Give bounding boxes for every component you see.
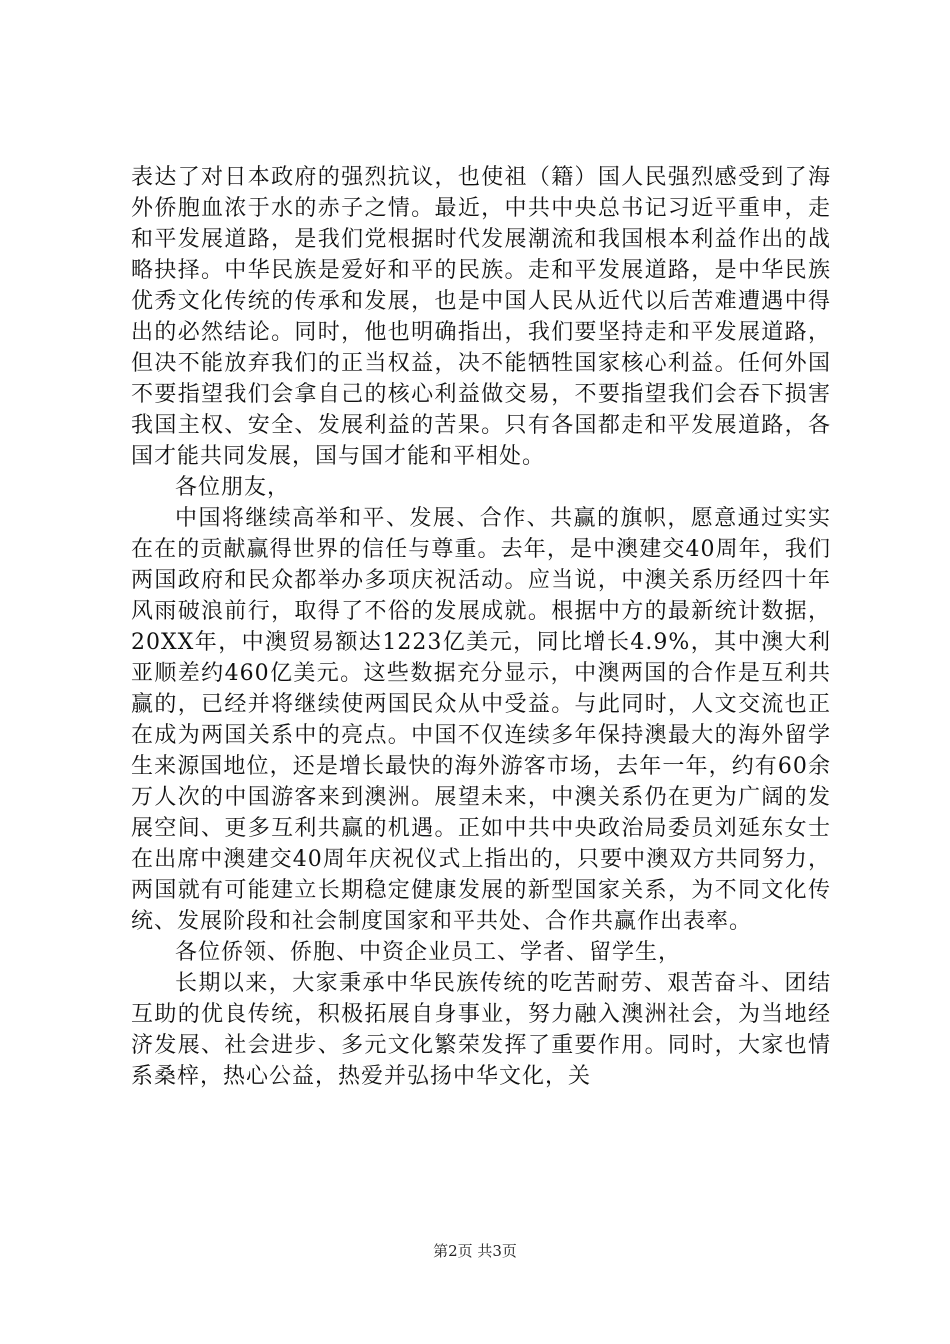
salutation-community: 各位侨领、侨胞、中资企业员工、学者、留学生， xyxy=(175,940,682,965)
salutation-friends: 各位朋友， xyxy=(175,475,291,500)
document-body xyxy=(131,162,831,1092)
page-number-footer: 第2页 共3页 xyxy=(433,1242,517,1260)
paragraph-overseas-chinese: 长期以来，大家秉承中华民族传统的吃苦耐劳、艰苦奋斗、团结互助的优良传统，积极拓展自身事业，努力融入澳洲社会，为当地经济发展、社会进步、多元文化繁荣发挥了重要作用。同时，大家也情系桑梓，热心公益，热爱并弘扬中华文化，关 xyxy=(131,971,831,1089)
paragraph-continuation: 表达了对日本政府的强烈抗议，也使祖（籍）国人民强烈感受到了海外侨胞血浓于水的赤子之情。最近，中共中央总书记习近平重申，走和平发展道路，是我们党根据时代发展潮流和我国根本利益作出的战略抉择。中华民族是爱好和平的民族。走和平发展道路，是中华民族优秀文化传统的传承和发展，也是中国人民从近代以后苦难遭遇中得出的必然结论。同时，他也明确指出，我们要坚持走和平发展道路，但决不能放弃我们的正当权益，决不能牺牲国家核心利益。任何外国不要指望我们会拿自己的核心利益做交易，不要指望我们会吞下损害我国主权、安全、发展利益的苦果。只有各国都走和平发展道路，各国才能共同发展，国与国才能和平相处。 xyxy=(131,165,831,469)
paragraph-china-australia-relations: 中国将继续高举和平、发展、合作、共赢的旗帜，愿意通过实实在在的贡献赢得世界的信任与尊重。去年，是中澳建交40周年，我们两国政府和民众都举办多项庆祝活动。应当说，中澳关系历经四十年风雨破浪前行，取得了不俗的发展成就。根据中方的最新统计数据，20XX年，中澳贸易额达1223亿美元，同比增长4.9%，其中澳大利亚顺差约460亿美元。这些数据充分显示，中澳两国的合作是互利共赢的，已经并将继续使两国民众从中受益。与此同时，人文交流也正在成为两国关系中的亮点。中国不仅连续多年保持澳最大的海外留学生来源国地位，还是增长最快的海外游客市场，去年一年，约有60余万人次的中国游客来到澳洲。展望未来，中澳关系仍在更为广阔的发展空间、更多互利共赢的机遇。正如中共中央政治局委员刘延东女士在出席中澳建交40周年庆祝仪式上指出的，只要中澳双方共同努力，两国就有可能建立长期稳定健康发展的新型国家关系，为不同文化传统、发展阶段和社会制度国家和平共处、合作共赢作出表率。 xyxy=(131,506,831,934)
